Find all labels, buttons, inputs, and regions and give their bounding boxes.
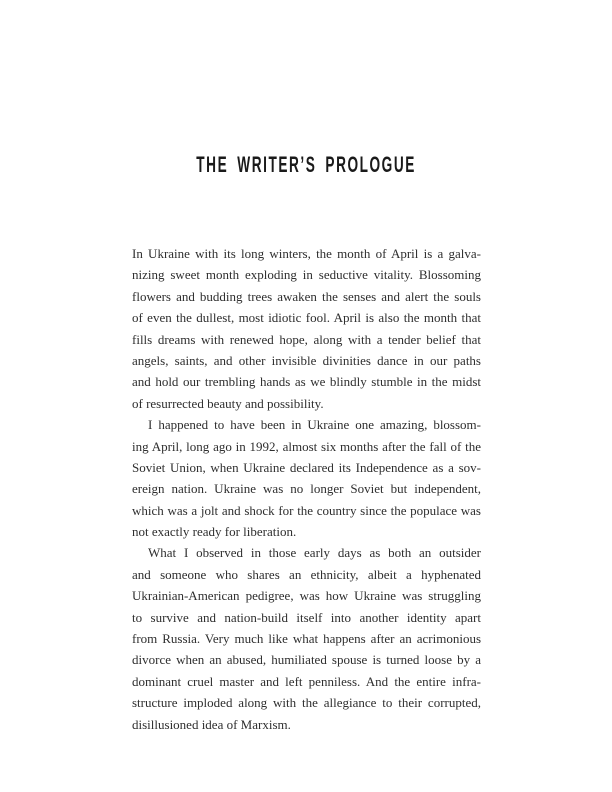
paragraph [132, 414, 481, 542]
body-text [132, 243, 481, 735]
text-line: What I observed in those early days as both an outsider [148, 545, 481, 561]
text-line: Ukrainian-American pedigree, was how Ukraine was struggling [132, 588, 481, 604]
text-line: angels, saints, and other invisible divinities dance in our paths [132, 352, 481, 368]
text-line: of resurrected beauty and possibility. [132, 395, 324, 411]
text-line: not exactly ready for liberation. [132, 524, 297, 540]
text-line: I happened to have been in Ukraine one amazing, blossom- [148, 417, 481, 433]
text-line: ing April, long ago in 1992, almost six months after the fall of the [132, 438, 481, 454]
text-line: structure imploded along with the allegiance to their corrupted, [132, 695, 481, 711]
text-line: and someone who shares an ethnicity, albeit a hyphenated [132, 566, 481, 582]
text-line: and hold our trembling hands as we blindly stumble in the midst [132, 374, 481, 390]
text-line: fills dreams with renewed hope, along with a tender belief that [132, 331, 481, 347]
text-line: ereign nation. Ukraine was no longer Soviet but independent, [132, 481, 481, 497]
text-line: of even the dullest, most idiotic fool. April is also the month that [132, 310, 481, 326]
text-line: disillusioned idea of Marxism. [132, 716, 291, 732]
paragraph [132, 542, 481, 735]
text-line: to survive and nation-build itself into another identity apart [132, 609, 481, 625]
paragraph [132, 243, 481, 414]
text-line: Soviet Union, when Ukraine declared its Independence as a sov- [132, 459, 481, 475]
text-line: from Russia. Very much like what happens after an acrimonious [132, 631, 481, 647]
text-line: nizing sweet month exploding in seductive vitality. Blossoming [132, 267, 481, 283]
chapter-title-text: THE WRITER’S PROLOGUE [196, 152, 416, 177]
chapter-title [0, 154, 612, 176]
text-line: In Ukraine with its long winters, the month of April is a galva- [132, 246, 481, 261]
text-line: dominant cruel master and left penniless. And the entire infra- [132, 673, 481, 689]
text-line: flowers and budding trees awaken the senses and alert the souls [132, 288, 481, 304]
text-line: which was a jolt and shock for the country since the populace was [132, 502, 481, 518]
text-line: divorce when an abused, humiliated spouse is turned loose by a [132, 652, 481, 668]
